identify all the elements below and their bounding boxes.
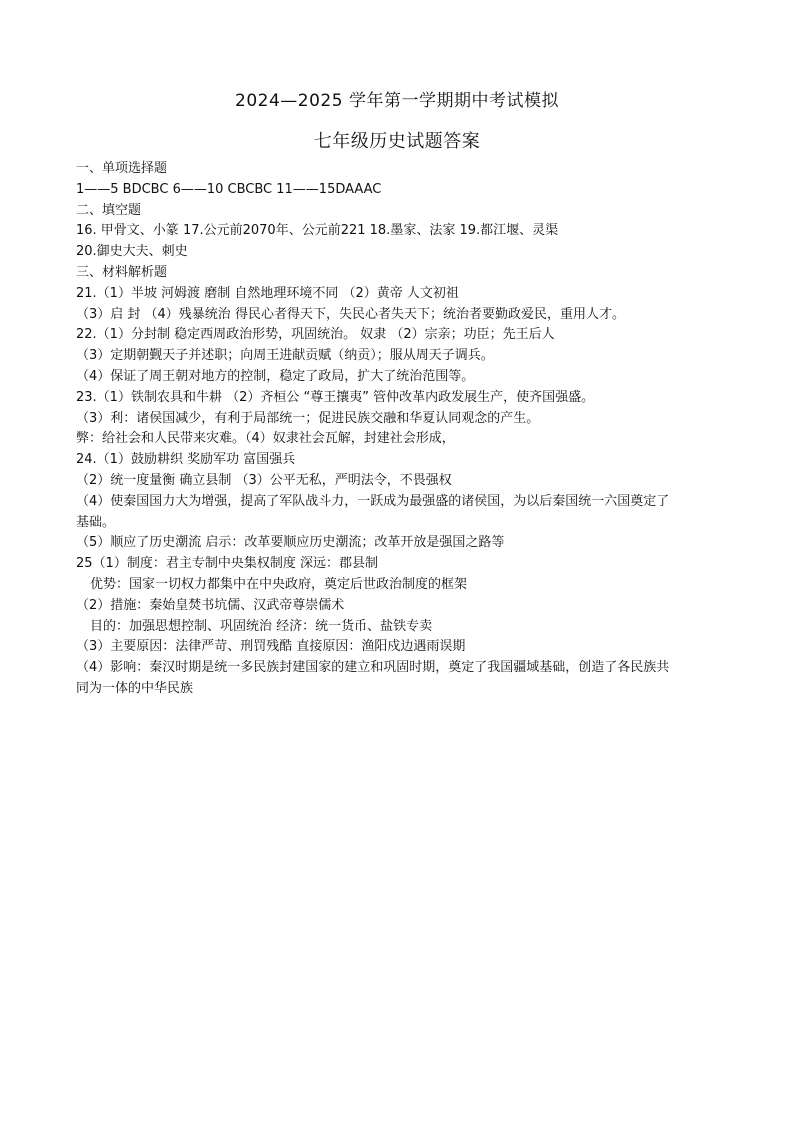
document-subtitle: 七年级历史试题答案 bbox=[313, 131, 481, 152]
answer-line: （4）使秦国国力大为增强，提高了军队战斗力，一跃成为最强盛的诸侯国，为以后秦国统一六国奠定了 bbox=[76, 493, 670, 509]
answer-line: 二、填空题 bbox=[76, 202, 142, 218]
answer-line: 优势：国家一切权力都集中在中央政府，奠定后世政治制度的框架 bbox=[90, 576, 468, 592]
answer-line: 1——5 BDCBC 6——10 CBCBC 11——15DAAAC bbox=[76, 181, 382, 197]
answer-line: （2）措施：秦始皇焚书坑儒、汉武帝尊崇儒术 bbox=[76, 597, 345, 613]
answer-line: 16. 甲骨文、小篆 17.公元前2070年、公元前221 18.墨家、法家 19.都江堰、灵渠 bbox=[76, 223, 559, 239]
answer-line: 25（1）制度：君主专制中央集权制度 深远：郡县制 bbox=[76, 556, 378, 572]
answer-line: 20.御史大夫、刺史 bbox=[76, 244, 188, 260]
answer-line: 基础。 bbox=[76, 514, 116, 530]
document-title: 2024—2025 学年第一学期期中考试模拟 bbox=[235, 91, 559, 111]
answer-line: 三、材料解析题 bbox=[76, 264, 168, 280]
answer-line: （3）定期朝觐天子并述职；向周王进献贡赋（纳贡）；服从周天子调兵。 bbox=[76, 348, 494, 364]
answer-line: （4）影响：秦汉时期是统一多民族封建国家的建立和巩固时期，奠定了我国疆域基础，创造了各民族共 bbox=[76, 660, 670, 676]
answer-line: 24.（1）鼓励耕织 奖励军功 富国强兵 bbox=[76, 452, 296, 468]
answer-body bbox=[76, 159, 726, 700]
answer-line: 弊：给社会和人民带来灾难。（4）奴隶社会瓦解，封建社会形成， bbox=[76, 431, 455, 447]
answer-line: （4）保证了周王朝对地方的控制，稳定了政局，扩大了统治范围等。 bbox=[76, 368, 475, 384]
answer-line: 一、单项选择题 bbox=[76, 161, 168, 176]
answer-line: 23.（1）铁制农具和牛耕 （2）齐桓公 “尊王攘夷” 管仲改革内政发展生产，使齐国强盛。 bbox=[76, 389, 595, 405]
answer-line: （3）启 封 （4）残暴统治 得民心者得天下，失民心者失天下；统治者要勤政爱民，重用人才。 bbox=[76, 306, 625, 322]
answer-line: 目的：加强思想控制、巩固统治 经济：统一货币、盐铁专卖 bbox=[90, 618, 433, 634]
answer-line: （3）利：诸侯国减少，有利于局部统一；促进民族交融和华夏认同观念的产生。 bbox=[76, 410, 540, 426]
answer-line: （2）统一度量衡 确立县制 （3）公平无私，严明法令，不畏强权 bbox=[76, 472, 452, 488]
answer-line: 同为一体的中华民族 bbox=[76, 680, 194, 696]
answer-line: 21.（1）半坡 河姆渡 磨制 自然地理环境不同 （2）黄帝 人文初祖 bbox=[76, 285, 459, 301]
answer-line: （5）顺应了历史潮流 启示：改革要顺应历史潮流；改革开放是强国之路等 bbox=[76, 535, 505, 551]
answer-line: 22.（1）分封制 稳定西周政治形势，巩固统治。 奴隶 （2）宗亲；功臣；先王后人 bbox=[76, 327, 555, 343]
answer-line: （3）主要原因：法律严苛、刑罚残酷 直接原因：渔阳戍边遇雨误期 bbox=[76, 639, 466, 655]
